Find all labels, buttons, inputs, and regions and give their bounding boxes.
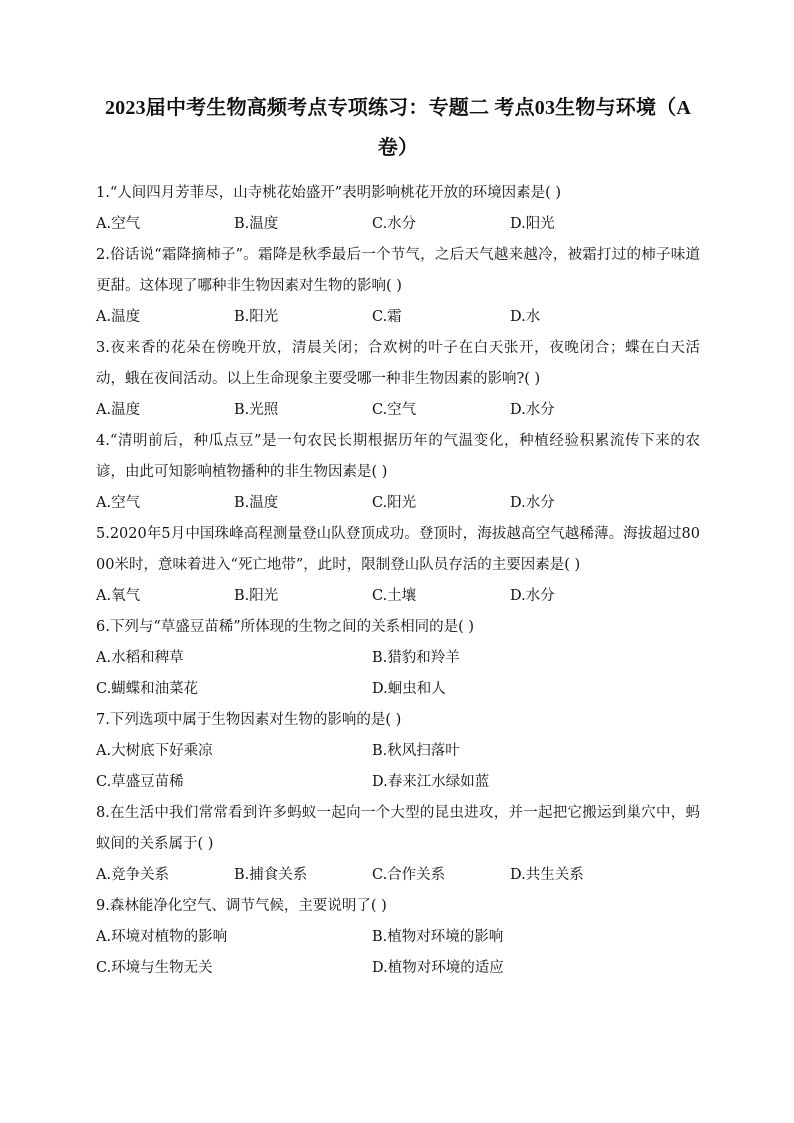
option-row — [96, 581, 700, 612]
question-stem: 4.“清明前后，种瓜点豆”是一句农民长期根据历年的气温变化，种植经验积累流传下来的农谚，由此可知影响植物播种的非生物因素是( ) — [96, 433, 700, 480]
option-c: C.环境与生物无关 — [96, 960, 213, 976]
document-page — [96, 88, 700, 984]
option-a: A.氧气 — [96, 588, 141, 604]
option-d: D.水 — [510, 309, 541, 325]
option-d: D.水分 — [510, 402, 555, 418]
option-c: C.阳光 — [372, 495, 417, 511]
question-list — [96, 178, 700, 984]
option-row — [96, 953, 700, 984]
option-b: B.阳光 — [234, 588, 279, 604]
option-b: B.猎豹和羚羊 — [372, 650, 460, 666]
option-b: B.温度 — [234, 216, 279, 232]
question-7 — [96, 705, 700, 798]
option-row — [96, 674, 700, 705]
option-a: A.空气 — [96, 216, 141, 232]
option-c: C.蝴蝶和油菜花 — [96, 681, 199, 697]
question-stem: 7.下列选项中属于生物因素对生物的影响的是( ) — [96, 712, 402, 728]
option-row — [96, 488, 700, 519]
option-d: D.水分 — [510, 588, 555, 604]
question-4 — [96, 426, 700, 519]
question-1 — [96, 178, 700, 240]
question-2 — [96, 240, 700, 333]
option-row — [96, 302, 700, 333]
option-row — [96, 643, 700, 674]
option-c: C.霜 — [372, 309, 402, 325]
option-a: A.环境对植物的影响 — [96, 929, 228, 945]
question-3 — [96, 333, 700, 426]
option-d: D.共生关系 — [510, 867, 584, 883]
option-c: C.土壤 — [372, 588, 417, 604]
question-stem: 5.2020年5月中国珠峰高程测量登山队登顶成功。登顶时，海拔越高空气越稀薄。海拔超过8000米时，意味着进入“死亡地带”，此时，限制登山队员存活的主要因素是( ) — [96, 526, 700, 573]
option-d: D.春来江水绿如蓝 — [372, 774, 490, 790]
option-row — [96, 767, 700, 798]
question-8 — [96, 798, 700, 891]
option-row — [96, 736, 700, 767]
option-c: C.水分 — [372, 216, 417, 232]
option-d: D.蛔虫和人 — [372, 681, 446, 697]
option-b: B.植物对环境的影响 — [372, 929, 504, 945]
question-stem: 1.“人间四月芳菲尽，山寺桃花始盛开”表明影响桃花开放的环境因素是( ) — [96, 185, 562, 201]
document-title: 2023届中考生物高频考点专项练习：专题二 考点03生物与环境（A卷） — [104, 97, 692, 159]
question-9 — [96, 891, 700, 984]
option-d: D.水分 — [510, 495, 555, 511]
option-row — [96, 922, 700, 953]
option-c: C.合作关系 — [372, 867, 446, 883]
option-b: B.光照 — [234, 402, 279, 418]
option-b: B.秋风扫落叶 — [372, 743, 460, 759]
option-c: C.草盛豆苗稀 — [96, 774, 184, 790]
option-d: D.阳光 — [510, 216, 555, 232]
option-b: B.捕食关系 — [234, 867, 308, 883]
option-a: A.大树底下好乘凉 — [96, 743, 213, 759]
question-5 — [96, 519, 700, 612]
option-a: A.竞争关系 — [96, 867, 170, 883]
option-a: A.温度 — [96, 402, 141, 418]
question-stem: 6.下列与“草盛豆苗稀”所体现的生物之间的关系相同的是( ) — [96, 619, 475, 635]
option-a: A.空气 — [96, 495, 141, 511]
option-row — [96, 395, 700, 426]
question-stem: 8.在生活中我们常常看到许多蚂蚁一起向一个大型的昆虫进攻，并一起把它搬运到巢穴中，蚂蚁间的关系属于( ) — [96, 805, 700, 852]
option-b: B.温度 — [234, 495, 279, 511]
question-6 — [96, 612, 700, 705]
option-row — [96, 860, 700, 891]
option-row — [96, 209, 700, 240]
option-b: B.阳光 — [234, 309, 279, 325]
option-a: A.水稻和稗草 — [96, 650, 184, 666]
option-d: D.植物对环境的适应 — [372, 960, 504, 976]
option-c: C.空气 — [372, 402, 417, 418]
option-a: A.温度 — [96, 309, 141, 325]
question-stem: 2.俗话说“霜降摘柿子”。霜降是秋季最后一个节气，之后天气越来越冷，被霜打过的柿子味道更甜。这体现了哪种非生物因素对生物的影响( ) — [96, 247, 700, 294]
question-stem: 3.夜来香的花朵在傍晚开放，清晨关闭；合欢树的叶子在白天张开，夜晚闭合；蝶在白天活动，蛾在夜间活动。以上生命现象主要受哪一种非生物因素的影响?( ) — [96, 340, 700, 387]
question-stem: 9.森林能净化空气、调节气候，主要说明了( ) — [96, 898, 387, 914]
